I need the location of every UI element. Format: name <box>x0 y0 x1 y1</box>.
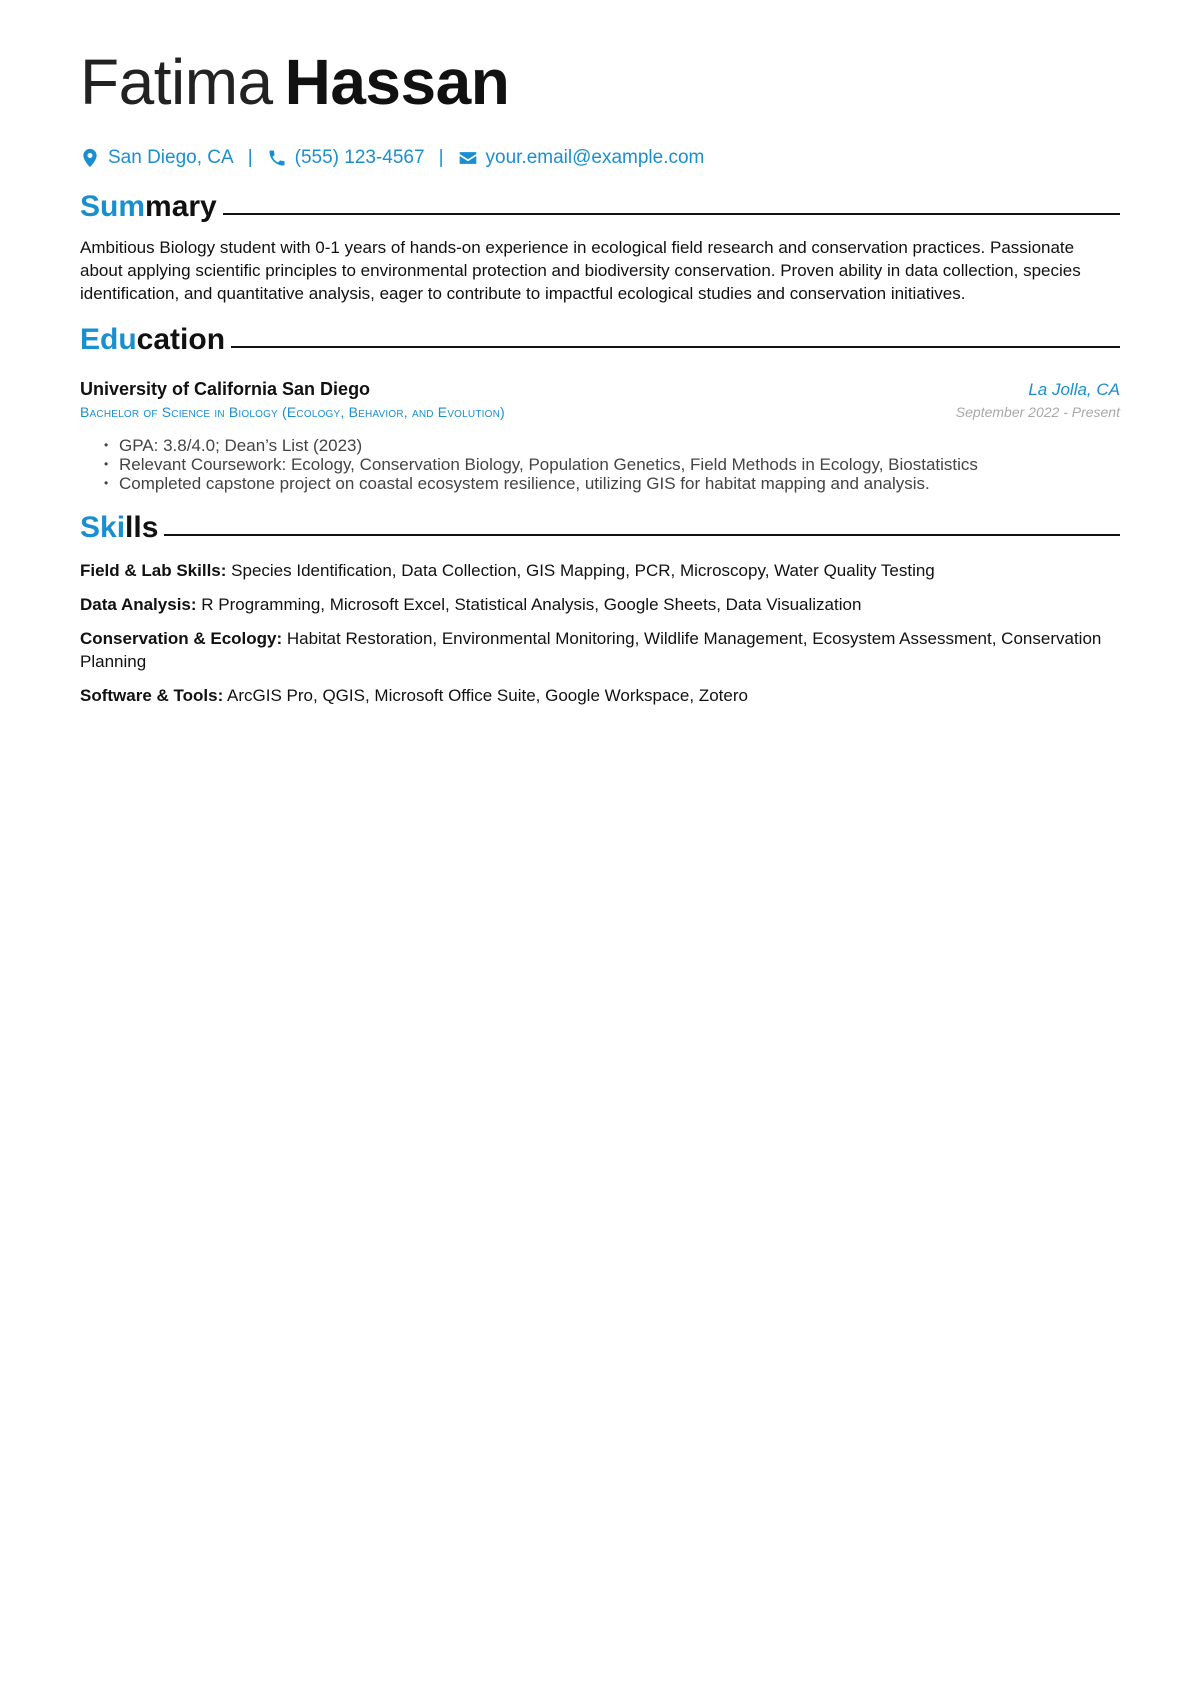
list-item <box>104 455 1120 474</box>
education-entry-header <box>80 379 1120 400</box>
first-name: Fatima <box>80 46 273 118</box>
skill-row <box>80 559 1120 582</box>
phone-icon <box>267 148 287 168</box>
title-accent: Ski <box>80 511 126 544</box>
skill-value: ArcGIS Pro, QGIS, Microsoft Office Suite, Google Workspace, Zotero <box>227 686 748 705</box>
list-item <box>104 474 1120 493</box>
education-entry-subheader <box>80 404 1120 420</box>
education-bullets <box>80 436 1120 493</box>
bullet-text: Relevant Coursework: Ecology, Conservation Biology, Population Genetics, Field Methods in Ecology, Biostatistics <box>119 455 978 474</box>
skill-row <box>80 627 1120 673</box>
bullet-glyph: • <box>104 457 109 471</box>
bullet-text: GPA: 3.8/4.0; Dean’s List (2023) <box>119 436 363 455</box>
degree: Bachelor of Science in Biology (Ecology, Behavior, and Evolution) <box>80 404 505 420</box>
email-link: your.email@example.com <box>485 147 705 168</box>
candidate-name <box>80 40 1120 124</box>
map-marker-icon <box>80 148 100 168</box>
skills-heading <box>80 509 1120 547</box>
skill-value: R Programming, Microsoft Excel, Statistical Analysis, Google Sheets, Data Visualization <box>201 595 862 614</box>
title-accent: Sum <box>80 190 146 223</box>
resume-page <box>80 40 1120 718</box>
skill-label: Data Analysis: <box>80 595 197 614</box>
title-rest: mary <box>145 190 217 223</box>
bullet-glyph: • <box>104 438 109 452</box>
skill-value: Species Identification, Data Collection, GIS Mapping, PCR, Microscopy, Water Quality Testing <box>231 561 935 580</box>
separator: | <box>438 147 444 168</box>
section-divider <box>223 213 1120 215</box>
education-heading <box>80 321 1120 359</box>
section-divider <box>231 346 1120 348</box>
list-item <box>104 436 1120 455</box>
bullet-text: Completed capstone project on coastal ecosystem resilience, utilizing GIS for habitat mapping and analysis. <box>119 474 930 493</box>
title-rest: lls <box>125 511 159 544</box>
phone-text: (555) 123-4567 <box>294 147 425 168</box>
title-accent: Edu <box>80 323 137 356</box>
summary-text: Ambitious Biology student with 0-1 years of hands-on experience in ecological field research and conservation practices. Passionate about applying scientific principles to environmental protection and biodiversity conservation. Proven ability in data collection, species identification, and quantitative analysis, eager to contribute to impactful ecological studies and conservation initiatives. <box>80 238 1081 303</box>
bullet-glyph: • <box>104 476 109 490</box>
envelope-icon <box>458 148 478 168</box>
institution-location: La Jolla, CA <box>1028 380 1120 399</box>
skill-label: Software & Tools: <box>80 686 224 705</box>
contact-email[interactable] <box>458 147 705 169</box>
skill-row <box>80 593 1120 616</box>
institution-name: University of California San Diego <box>80 379 371 399</box>
section-title <box>80 509 158 547</box>
title-rest: cation <box>136 323 226 356</box>
contact-location <box>80 147 234 169</box>
section-divider <box>164 534 1120 536</box>
section-title <box>80 321 225 359</box>
skill-label: Field & Lab Skills: <box>80 561 227 580</box>
summary-heading <box>80 188 1120 226</box>
contact-phone[interactable] <box>267 147 425 169</box>
skill-row <box>80 684 1120 707</box>
skill-label: Conservation & Ecology: <box>80 629 283 648</box>
skill-value: Habitat Restoration, Environmental Monitoring, Wildlife Management, Ecosystem Assessment, Conservation Planning <box>80 629 1102 671</box>
education-dates: September 2022 - Present <box>955 404 1120 420</box>
location-text: San Diego, CA <box>108 147 234 168</box>
last-name: Hassan <box>284 46 510 118</box>
separator: | <box>247 147 253 168</box>
contact-line <box>80 144 1120 172</box>
section-title <box>80 188 217 226</box>
skills-list <box>80 559 1120 707</box>
